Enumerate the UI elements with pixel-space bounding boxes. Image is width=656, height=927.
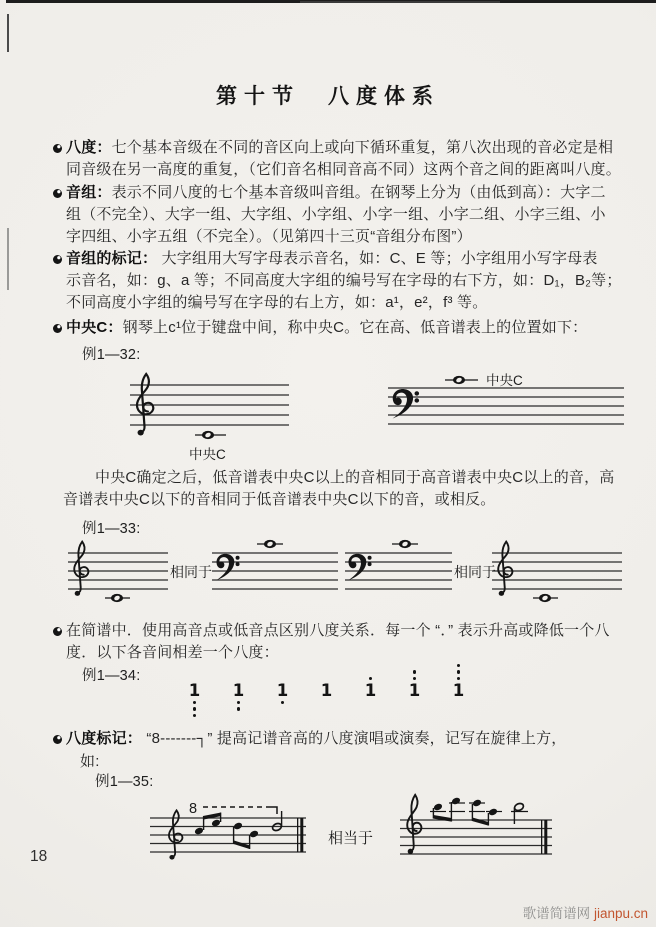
bullet-marking-line1 xyxy=(66,249,598,269)
paragraph-line2: 音谱表中央C以下的音相同于低音谱表中央C以下的音，或相反。 xyxy=(63,491,496,508)
treble-clef-icon xyxy=(498,542,512,596)
staff-lines xyxy=(68,553,622,589)
ottava-8-label: 8 xyxy=(189,801,198,817)
example-1-33-staves xyxy=(0,536,656,610)
bullet-octave-line1 xyxy=(66,138,613,158)
equals-label: 相同于 xyxy=(454,564,496,580)
scan-artifact-top-line-2 xyxy=(300,1,500,3)
bullet-group-line2: 组（不完全）、大字一组、大字组、小字组、小字一组、小字二组、小字三组、小 xyxy=(66,206,606,223)
bullet-ottava-text: “8-------┐” 提高记谱音高的八度演唱或演奏，记写在旋律上方， xyxy=(142,730,567,747)
bullet-ottava-line2: 如: xyxy=(80,753,100,770)
bullet-icon xyxy=(53,189,62,198)
jianpu-octave-row xyxy=(186,656,467,725)
octave-dot-icon xyxy=(281,701,284,704)
bullet-group-text: 表示不同八度的七个基本音级叫音组。在钢琴上分为（由低到高）：大字二 xyxy=(111,184,606,201)
bullet-icon xyxy=(53,324,62,333)
whole-note xyxy=(111,594,123,602)
jianpu-digit: 1 xyxy=(364,681,377,700)
bullet-marking-line2: 示音名，如：g、a 等；不同高度大字组的编号写在字母的右下方，如：D₁，B₂等； xyxy=(66,272,622,289)
equals-label: 相同于 xyxy=(170,564,212,580)
octave-dot-icon xyxy=(237,707,240,710)
bullet-octave-text: 七个基本音级在不同的音区向上或向下循环重复，第八次出现的音必定是相 xyxy=(111,139,614,156)
equivalent-label: 相当于 xyxy=(328,830,374,847)
term-ottava: 八度标记： xyxy=(66,730,143,747)
bullet-icon xyxy=(53,735,62,744)
watermark-site-url[interactable]: jianpu.cn xyxy=(593,906,648,921)
example-1-34-label: 例1—34: xyxy=(82,668,141,684)
jianpu-digit: 1 xyxy=(276,681,289,700)
bullet-middlec-text: 钢琴上c¹位于键盘中间，称中央C。它在高、低音谱表上的位置如下： xyxy=(122,319,588,336)
jianpu-note xyxy=(230,656,247,725)
example-1-35-label: 例1—35: xyxy=(95,774,154,790)
jianpu-digit: 1 xyxy=(232,681,245,700)
jianpu-digit: 1 xyxy=(320,681,333,700)
treble-clef-icon xyxy=(74,542,88,596)
bass-clef-icon xyxy=(348,554,371,581)
jianpu-digit: 1 xyxy=(188,681,201,700)
watermark xyxy=(523,902,648,922)
page-title: 第十节 八度体系 xyxy=(216,84,440,108)
example-1-33-label: 例1—33: xyxy=(82,521,141,537)
bullet-marking-line3: 不同高度小字组的编号写在字母的右上方，如：a¹，e²，f³ 等。 xyxy=(66,294,488,311)
melody-notes xyxy=(194,811,303,852)
bullet-jianpu-line2: 度．以下各音间相差一个八度： xyxy=(66,644,279,661)
bullet-middlec-line1 xyxy=(66,318,587,338)
octave-dot-icon xyxy=(193,701,196,704)
octave-dot-icon xyxy=(193,714,196,717)
whole-note xyxy=(264,540,276,548)
example-1-32-staves xyxy=(0,365,656,465)
bullet-octave-line2: 同音级在另一高度的重复，（它们音名相同音高不同）这两个音之间的距离叫八度。 xyxy=(66,161,621,178)
scan-artifact-left-line-1 xyxy=(7,14,9,52)
term-middle-c: 中央C： xyxy=(66,319,123,336)
octave-dot-icon xyxy=(193,707,196,710)
bullet-marking-text: 大字组用大写字母表示音名，如：C、E 等；小字组用小写字母表 xyxy=(157,250,598,267)
octave-dot-icon xyxy=(369,677,372,680)
octave-dot-icon xyxy=(413,670,416,673)
page-number: 18 xyxy=(30,848,48,865)
bullet-group-line3: 字四组、小字五组（不完全）。（见第四十三页“音组分布图”） xyxy=(66,228,472,245)
middle-c-label: 中央C xyxy=(486,373,523,388)
jianpu-note xyxy=(406,656,423,725)
octave-dot-icon xyxy=(413,677,416,680)
jianpu-note xyxy=(318,656,335,725)
octave-dot-icon xyxy=(457,670,460,673)
staff-lines xyxy=(130,385,624,425)
term-marking: 音组的标记： xyxy=(66,250,158,267)
bullet-ottava-line1 xyxy=(66,729,566,749)
jianpu-note xyxy=(362,656,379,725)
bullet-group-line1 xyxy=(66,183,606,203)
whole-note xyxy=(539,594,551,602)
term-octave: 八度： xyxy=(66,139,112,156)
bullet-icon xyxy=(53,627,62,636)
bass-clef-icon xyxy=(392,389,419,419)
paragraph-line1: 中央C确定之后，低音谱表中央C以上的音相同于高音谱表中央C以上的音，高 xyxy=(95,469,615,486)
jianpu-note xyxy=(450,656,467,725)
jianpu-note xyxy=(186,656,203,725)
bullet-jianpu-line1: 在简谱中．使用高音点或低音点区别八度关系．每一个 “．” 表示升高或降低一个八 xyxy=(66,622,610,639)
bullet-icon xyxy=(53,144,62,153)
bullet-icon xyxy=(53,255,62,264)
middle-c-label: 中央C xyxy=(189,447,226,462)
whole-note-middle-c xyxy=(202,431,214,439)
example-1-32-label: 例1—32: xyxy=(82,347,141,363)
whole-note-middle-c xyxy=(453,376,465,384)
whole-note xyxy=(399,540,411,548)
example-1-35-staves xyxy=(0,790,656,880)
watermark-site-name: 歌谱简谱网 xyxy=(522,906,591,921)
octave-dot-icon xyxy=(457,677,460,680)
ottava-dashed-line xyxy=(203,807,277,814)
octave-dot-icon xyxy=(457,664,460,667)
term-group: 音组： xyxy=(66,184,112,201)
jianpu-digit: 1 xyxy=(408,681,421,700)
bass-clef-icon xyxy=(216,554,239,581)
octave-dot-icon xyxy=(237,701,240,704)
jianpu-digit: 1 xyxy=(452,681,465,700)
scan-artifact-left-line-2 xyxy=(7,228,9,290)
jianpu-note xyxy=(274,656,291,725)
